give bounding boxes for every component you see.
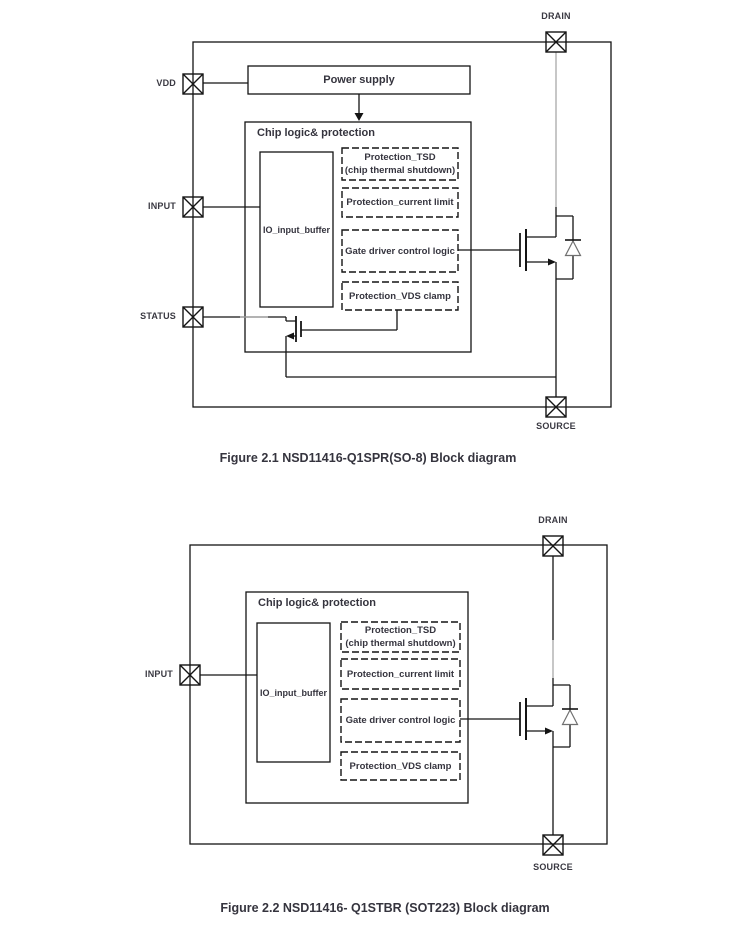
fig1-input-pin-icon xyxy=(183,197,203,217)
fig2-gate-driver-label: Gate driver control logic xyxy=(345,715,456,726)
fig1-device-outline xyxy=(193,42,611,407)
fig2-vds-clamp-label: Protection_VDS clamp xyxy=(349,760,452,772)
fig2-source-pin-label: SOURCE xyxy=(533,862,573,872)
fig2-input-pin-label: INPUT xyxy=(145,669,173,679)
fig1-tsd-line2: (chip thermal shutdown) xyxy=(344,165,456,176)
fig2-tsd-line2: (chip thermal shutdown) xyxy=(345,638,456,649)
fig2-mosfet-source-arrow-icon xyxy=(545,728,553,735)
fig2-device-outline xyxy=(190,545,607,844)
fig1-tsd-line1: Protection_TSD xyxy=(364,152,436,163)
fig1-gate-driver-label: Gate driver control logic xyxy=(345,245,455,257)
fig1-vds-clamp-label: Protection_VDS clamp xyxy=(349,290,451,302)
fig1-vdd-pin-label: VDD xyxy=(156,78,176,88)
fig1-status-fet-arrow-icon xyxy=(286,333,294,340)
fig2-tsd-label xyxy=(341,622,460,652)
fig2-tsd-label-lines xyxy=(345,624,455,650)
fig1-current-limit-label: Protection_current limit xyxy=(346,197,454,208)
figure1-caption: Figure 2.1 NSD11416-Q1SPR(SO-8) Block diagram xyxy=(219,451,517,465)
fig1-power-supply-label: Power supply xyxy=(323,74,395,86)
fig1-drain-pin-label: DRAIN xyxy=(541,11,571,21)
fig1-drain-pin-icon xyxy=(546,32,566,52)
fig1-source-pin-label: SOURCE xyxy=(536,421,576,431)
fig2-pins xyxy=(180,536,563,855)
fig1-chip-logic-label: Chip logic& protection xyxy=(257,127,375,139)
fig2-input-pin-icon xyxy=(180,665,200,685)
fig2-tsd-line1: Protection_TSD xyxy=(364,625,437,636)
fig2-source-pin-icon xyxy=(543,835,563,855)
fig2-chip-logic-label: Chip logic& protection xyxy=(258,597,376,609)
fig2-drain-pin-icon xyxy=(543,536,563,556)
fig2-io-buffer-label: IO_input_buffer xyxy=(260,687,327,698)
fig2-drain-pin-label: DRAIN xyxy=(538,515,568,525)
fig1-input-pin-label: INPUT xyxy=(148,201,176,211)
figure2-linework xyxy=(180,536,607,855)
fig2-body-diode-icon xyxy=(563,710,578,725)
fig1-power-mosfet-icon xyxy=(458,52,581,397)
fig1-down-arrowhead-icon xyxy=(355,113,364,121)
fig1-body-diode-branch xyxy=(556,216,573,279)
fig1-status-pin-label: STATUS xyxy=(140,311,176,321)
fig2-power-mosfet-icon xyxy=(460,556,578,835)
fig1-body-diode-icon xyxy=(566,241,581,256)
figure2-caption: Figure 2.2 NSD11416- Q1STBR (SOT223) Block diagram xyxy=(220,901,550,915)
fig1-status-transistor-icon xyxy=(286,310,556,377)
fig1-tsd-label xyxy=(342,148,458,180)
fig2-current-limit-label: Protection_current limit xyxy=(346,668,455,680)
fig1-io-buffer-label: IO_input_buffer xyxy=(263,224,330,235)
fig1-status-pin-icon xyxy=(183,307,203,327)
fig2-body-diode-branch xyxy=(553,685,570,747)
fig1-tsd-label-lines xyxy=(345,151,455,177)
fig1-mosfet-source-arrow-icon xyxy=(548,259,556,266)
fig1-vdd-pin-icon xyxy=(183,74,203,94)
fig1-source-pin-icon xyxy=(546,397,566,417)
